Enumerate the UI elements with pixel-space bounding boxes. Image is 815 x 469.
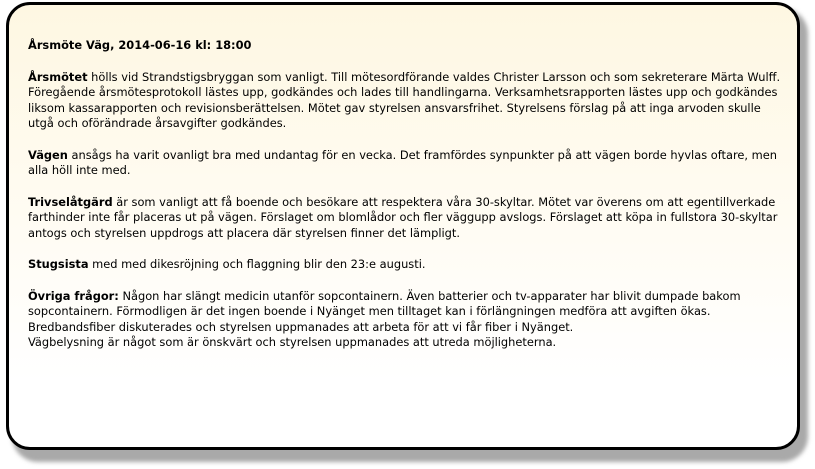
section-heading: Vägen [28, 147, 68, 162]
section-text: hölls vid Strandstigsbryggan som vanligt. Till mötesordförande valdes Christer Larsson och som sekreterare Märta Wulff. Föregående årsmötesprotokoll lästes upp, godkändes och lades till handlingarna. Verksamhetsrapporten lästes upp och godkändes liksom kassarapporten och revisionsberättelsen. Mötet gav styrelsen ansvarsfrihet. Styrelsens förslag på att inga arvoden skulle utgå och oförändrade årsavgifter godkändes. [28, 69, 781, 130]
section-trivselatgard [28, 195, 783, 242]
meeting-title: Årsmöte Väg, 2014-06-16 kl: 18:00 [28, 38, 252, 52]
section-heading: Trivselåtgärd [28, 194, 113, 209]
section-text: ansågs ha varit ovanligt bra med undantag för en vecka. Det framfördes synpunkter på att vägen borde hyvlas oftare, men alla höll inte med. [28, 147, 777, 177]
section-arsmotet [28, 70, 783, 132]
section-heading: Stugsista [28, 257, 89, 271]
extra-line-vagbelysning: Vägbelysning är något som är önskvärt och styrelsen uppmanades att utreda möjligheterna. [28, 335, 557, 349]
section-heading: Övriga frågor: [28, 288, 119, 303]
section-stugsista [28, 257, 783, 273]
section-text: med med dikesröjning och flaggning blir den 23:e augusti. [88, 257, 426, 271]
meeting-notes-card [6, 2, 800, 450]
section-ovriga-fragor [28, 289, 783, 320]
section-text: Någon har slängt medicin utanför sopcontainern. Även batterier och tv-apparater har blivit dumpade bakom sopcontainern. Förmodligen är det ingen boende i Nyänget men tilltaget kan i förlängningen medföra att avgiften ökas. [28, 288, 741, 318]
extra-line-bredband: Bredbandsfiber diskuterades och styrelsen uppmanades att arbeta för att vi får fiber i Nyänget. [28, 319, 574, 334]
section-heading: Årsmötet [28, 69, 88, 84]
section-text: är som vanligt att få boende och besökare att respektera våra 30-skyltar. Mötet var överens om att egentillverkade farthinder inte får placeras ut på vägen. Förslaget om blomlådor och fler väggupp avslogs. Förslaget att köpa in fullstora 30-skyltar antogs och styrelsen uppdrogs att placera där styrelsen finner det lämpligt. [28, 194, 778, 240]
section-vagen [28, 148, 783, 179]
